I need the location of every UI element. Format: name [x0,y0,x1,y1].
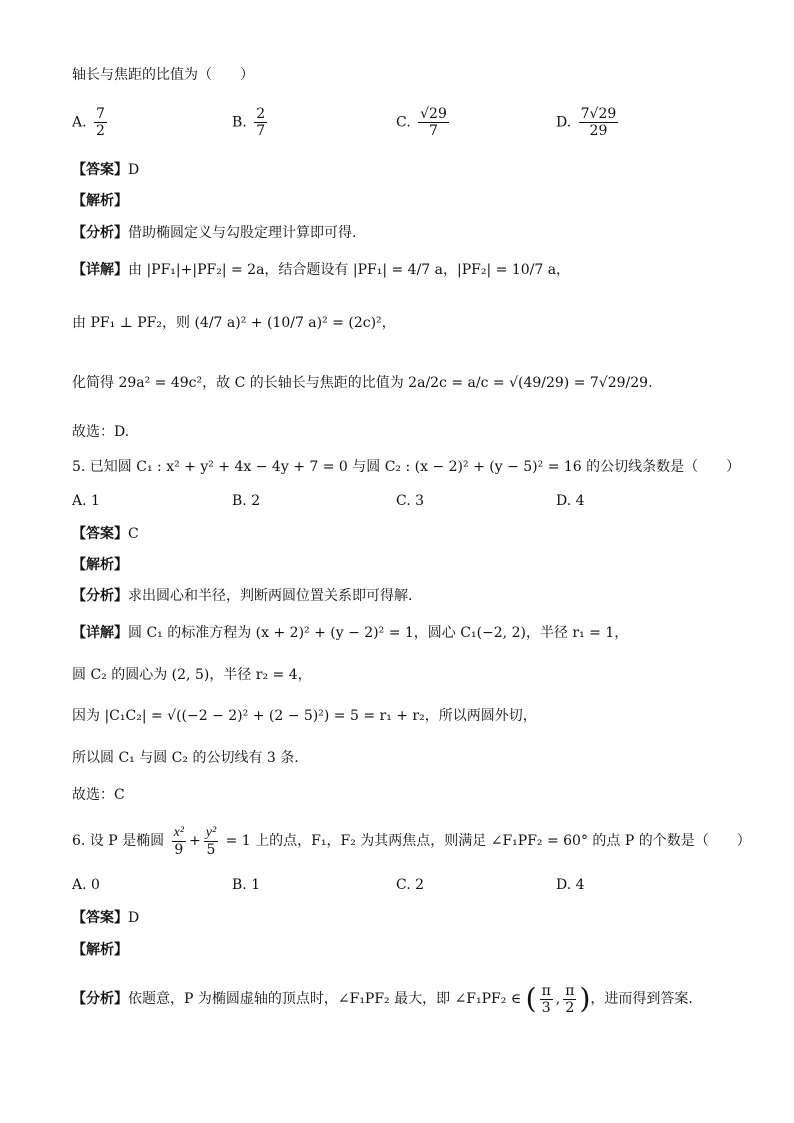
q4-option-d[interactable]: D. $\frac{7√29}{29}$ [556,106,617,139]
q6-fenxi: 【分析】依题意，P 为椭圆虚轴的顶点时，∠F₁PF₂ 最大，即 ∠F₁PF₂ ∈ ( $\frac{\pi}{3}$ , $\frac{\pi}{2}$ )，进而得到答案. [72,982,693,1016]
q5-stem: 5. 已知圆 C₁ : x² + y² + 4x − 4y + 7 = 0 与圆 C₂ : (x − 2)² + (y − 5)² = 16 的公切线条数是（ ） [72,459,741,475]
q5-xiangjie-line3: 因为 |C₁C₂| = √((−2 − 2)² + (2 − 5)²) = 5 = r₁ + r₂，所以两圆外切， [72,708,537,724]
q6-option-c[interactable]: C. 2 [396,877,425,893]
q6-option-b[interactable]: B. 1 [232,877,261,893]
q4-choose: 故选：D. [72,424,130,440]
q4-option-a[interactable]: A. $\frac{7}{2}$ [72,106,105,139]
q5-option-b[interactable]: B. 2 [232,493,261,509]
q4-xiangjie-line3: 化简得 29a² = 49c²，故 C 的长轴长与焦距的比值为 2a/2c = a/c = √(49/29) = 7√29/29. [72,375,653,391]
q4-analysis-tag: 【解析】 [72,193,128,209]
q5-option-a[interactable]: A. 1 [72,493,100,509]
fraction: $\frac{\pi}{3}$ [541,982,551,1016]
q5-xiangjie-line4: 所以圆 C₁ 与圆 C₂ 的公切线有 3 条. [72,750,299,766]
q6-analysis-tag: 【解析】 [72,942,128,958]
q5-option-d[interactable]: D. 4 [556,493,585,509]
q4-fenxi: 【分析】借助椭圆定义与勾股定理计算即可得. [72,225,357,241]
fraction: $\frac{2}{7}$ [256,106,266,139]
q5-xiangjie-line2: 圆 C₂ 的圆心为 (2, 5)，半径 r₂ = 4， [72,667,312,683]
q4-xiangjie-line2: 由 PF₁ ⊥ PF₂，则 (4/7 a)² + (10/7 a)² = (2c)²， [72,315,396,331]
fraction: $\frac{7√29}{29}$ [580,106,617,139]
q5-option-c[interactable]: C. 3 [396,493,425,509]
q4-option-b[interactable]: B. $\frac{2}{7}$ [232,106,266,139]
q4-xiangjie-line1: 【详解】由 |PF₁|+|PF₂| = 2a，结合题设有 |PF₁| = 4/7 a，|PF₂| = 10/7 a， [72,262,571,278]
q5-analysis-tag: 【解析】 [72,557,128,573]
fraction: $\frac{√29}{7}$ [420,106,447,139]
q4-stem-tail: 轴长与焦距的比值为（ ） [72,67,254,83]
fraction: $\frac{7}{2}$ [96,106,105,139]
fraction: $\frac{\text{x²}}{9}$ [173,824,185,858]
q4-option-c[interactable]: C. $\frac{√29}{7}$ [396,106,447,139]
q5-choose: 故选：C [72,787,125,803]
q6-stem: 6. 设 P 是椭圆 $\frac{\text{x²}}{9}$ + $\frac{\text{y²}}{5}$ = 1 上的点，F₁，F₂ 为其两焦点，则满足 ∠F₁PF₂ = 60° 的点 P 的个数是（ ） [72,824,751,858]
q6-answer: 【答案】D [72,910,140,926]
q5-answer: 【答案】C [72,526,139,542]
q6-option-d[interactable]: D. 4 [556,877,585,893]
q6-option-a[interactable]: A. 0 [72,877,100,893]
q4-answer: 【答案】D [72,162,140,178]
q5-fenxi: 【分析】求出圆心和半径，判断两圆位置关系即可得解. [72,588,413,604]
q5-xiangjie-line1: 【详解】圆 C₁ 的标准方程为 (x + 2)² + (y − 2)² = 1，圆心 C₁(−2, 2)，半径 r₁ = 1， [72,625,629,641]
fraction: $\frac{\text{y²}}{5}$ [205,824,217,858]
fraction: $\frac{\pi}{2}$ [565,982,575,1016]
